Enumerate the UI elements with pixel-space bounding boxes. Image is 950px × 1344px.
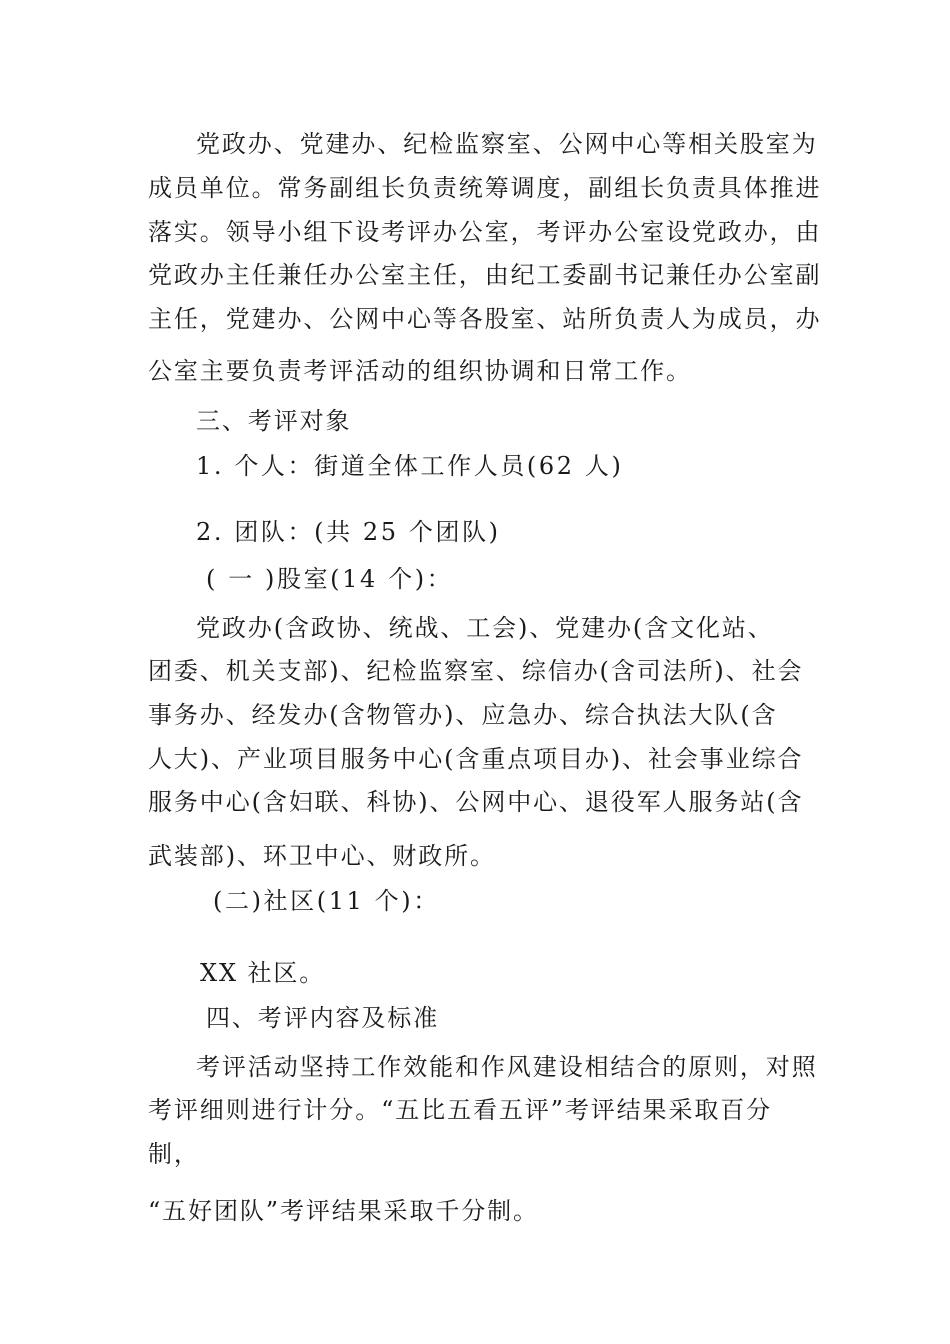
list-item: 2. 团队：(共 25 个团队) [196,518,501,546]
paragraph-line: 服务中心(含妇联、科协)、公网中心、退役军人服务站(含 [148,788,804,816]
paragraph-line: 主任，党建办、公网中心等各股室、站所负责人为成员，办 [148,305,822,333]
paragraph-line: “五好团队”考评结果采取千分制。 [148,1197,539,1225]
sub-heading: ( 一 )股室(14 个)： [206,565,454,593]
paragraph-line: 党政办(含政协、统战、工会)、党建办(含文化站、 [196,614,774,642]
paragraph-line: 考评活动坚持工作效能和作风建设相结合的原则，对照 [196,1053,818,1081]
paragraph-line: 武装部)、环卫中心、财政所。 [148,842,496,870]
list-item: 1. 个人：街道全体工作人员(62 人) [196,452,624,480]
paragraph-line: 事务办、经发办(含物管办)、应急办、综合执法大队(含 [148,701,778,729]
paragraph-line: 考评细则进行计分。“五比五看五评”考评结果采取百分 [148,1096,773,1124]
section-heading: 四、考评内容及标准 [206,1004,440,1032]
section-heading: 三、考评对象 [196,407,352,435]
paragraph-line: 落实。领导小组下设考评办公室，考评办公室设党政办，由 [148,218,822,246]
paragraph-line: 公室主要负责考评活动的组织协调和日常工作。 [148,357,692,385]
sub-heading: (二)社区(11 个)： [213,887,440,915]
paragraph-line: 党政办、党建办、纪检监察室、公网中心等相关股室为 [196,130,818,158]
paragraph-line: 团委、机关支部)、纪检监察室、综信办(含司法所)、社会 [148,657,804,685]
paragraph-line: XX 社区。 [200,959,326,987]
paragraph-line: 党政办主任兼任办公室主任，由纪工委副书记兼任办公室副 [148,261,822,289]
paragraph-line: 制， [148,1140,200,1168]
paragraph-line: 人大)、产业项目服务中心(含重点项目办)、社会事业综合 [148,745,804,773]
paragraph-line: 成员单位。常务副组长负责统筹调度，副组长负责具体推进 [148,174,822,202]
